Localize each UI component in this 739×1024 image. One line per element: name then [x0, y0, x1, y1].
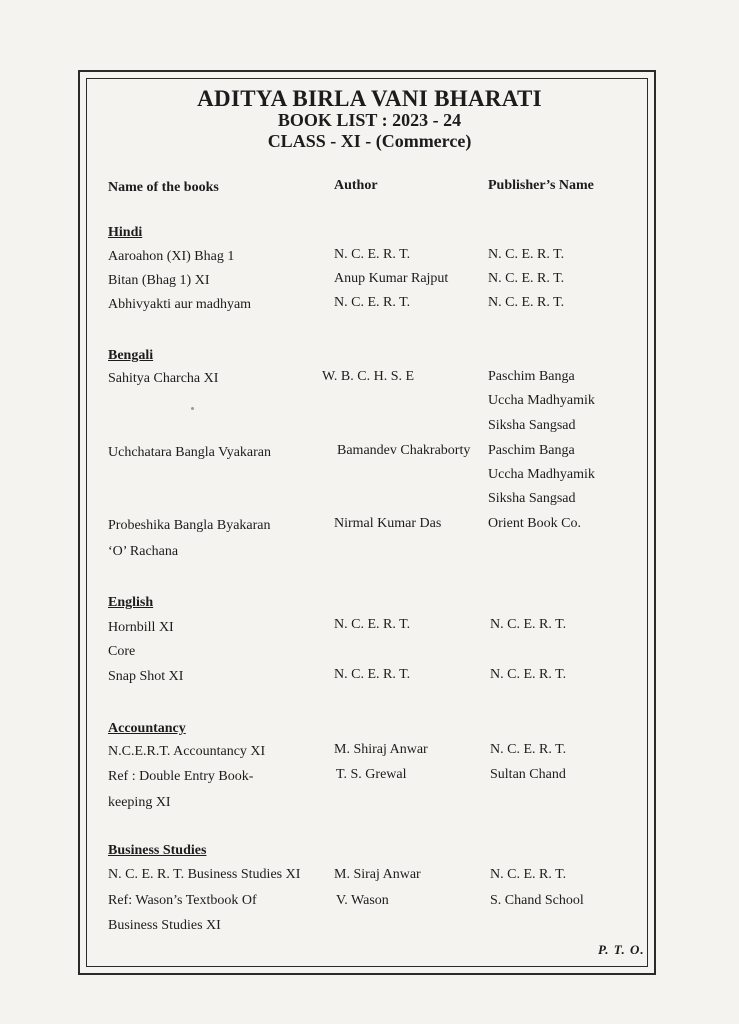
book-name: Ref : Double Entry Book-	[108, 769, 254, 784]
column-header-publisher: Publisher’s Name	[488, 178, 594, 193]
book-name-line: Core	[108, 644, 136, 659]
book-name: N.C.E.R.T. Accountancy XI	[108, 744, 266, 759]
book-name: Snap Shot XI	[108, 669, 184, 684]
book-publisher: N. C. E. R. T.	[490, 617, 567, 632]
school-name: ADITYA BIRLA VANI BHARATI	[197, 86, 542, 111]
book-author: N. C. E. R. T.	[334, 617, 411, 632]
book-name-line: ‘O’ Rachana	[108, 544, 179, 559]
section-heading-business-studies: Business Studies	[108, 843, 207, 858]
book-author: N. C. E. R. T.	[334, 667, 411, 682]
pto-label: P. T. O.	[598, 942, 645, 957]
book-name-line: Business Studies XI	[108, 918, 221, 933]
book-author: M. Shiraj Anwar	[334, 742, 428, 757]
book-publisher-line: Uccha Madhyamik	[488, 393, 595, 408]
book-publisher: N. C. E. R. T.	[488, 247, 565, 262]
book-publisher: N. C. E. R. T.	[490, 867, 567, 882]
book-name: Uchchatara Bangla Vyakaran	[108, 445, 271, 460]
book-name: Bitan (Bhag 1) XI	[108, 273, 210, 288]
book-author: Nirmal Kumar Das	[334, 516, 442, 531]
book-publisher: Orient Book Co.	[488, 516, 581, 531]
book-publisher: N. C. E. R. T.	[488, 295, 565, 310]
class-title: CLASS - XI - (Commerce)	[267, 131, 472, 151]
book-publisher: N. C. E. R. T.	[488, 271, 565, 286]
book-publisher: Paschim Banga	[488, 369, 575, 384]
section-heading-hindi: Hindi	[108, 225, 143, 240]
book-name: Aaroahon (XI) Bhag 1	[108, 249, 235, 264]
book-publisher: Sultan Chand	[490, 767, 566, 782]
book-publisher-line: Uccha Madhyamik	[488, 467, 595, 482]
book-name: Probeshika Bangla Byakaran	[108, 518, 271, 533]
section-heading-bengali: Bengali	[108, 348, 154, 363]
book-author: Bamandev Chakraborty	[337, 443, 471, 458]
book-author: M. Siraj Anwar	[334, 867, 421, 882]
section-heading-accountancy: Accountancy	[108, 721, 186, 736]
book-publisher: N. C. E. R. T.	[490, 667, 567, 682]
book-name: N. C. E. R. T. Business Studies XI	[108, 867, 301, 882]
book-author: V. Wason	[336, 893, 389, 908]
book-author: T. S. Grewal	[336, 767, 407, 782]
speck	[191, 407, 194, 410]
book-publisher-line: Siksha Sangsad	[488, 491, 576, 506]
book-publisher: Paschim Banga	[488, 443, 575, 458]
book-author: N. C. E. R. T.	[334, 295, 411, 310]
book-name: Ref: Wason’s Textbook Of	[108, 893, 257, 908]
book-author: Anup Kumar Rajput	[334, 271, 449, 286]
book-name: Abhivyakti aur madhyam	[108, 297, 252, 312]
book-name: Sahitya Charcha XI	[108, 371, 219, 386]
book-author: N. C. E. R. T.	[334, 247, 411, 262]
column-header-author: Author	[334, 178, 378, 193]
book-list-title: BOOK LIST : 2023 - 24	[277, 110, 462, 130]
section-heading-english: English	[108, 595, 154, 610]
column-header-name: Name of the books	[108, 180, 219, 195]
book-publisher: N. C. E. R. T.	[490, 742, 567, 757]
book-author: W. B. C. H. S. E	[322, 369, 415, 384]
book-publisher-line: Siksha Sangsad	[488, 418, 576, 433]
book-name: Hornbill XI	[108, 620, 174, 635]
book-name-line: keeping XI	[108, 795, 171, 810]
book-publisher: S. Chand School	[490, 893, 584, 908]
